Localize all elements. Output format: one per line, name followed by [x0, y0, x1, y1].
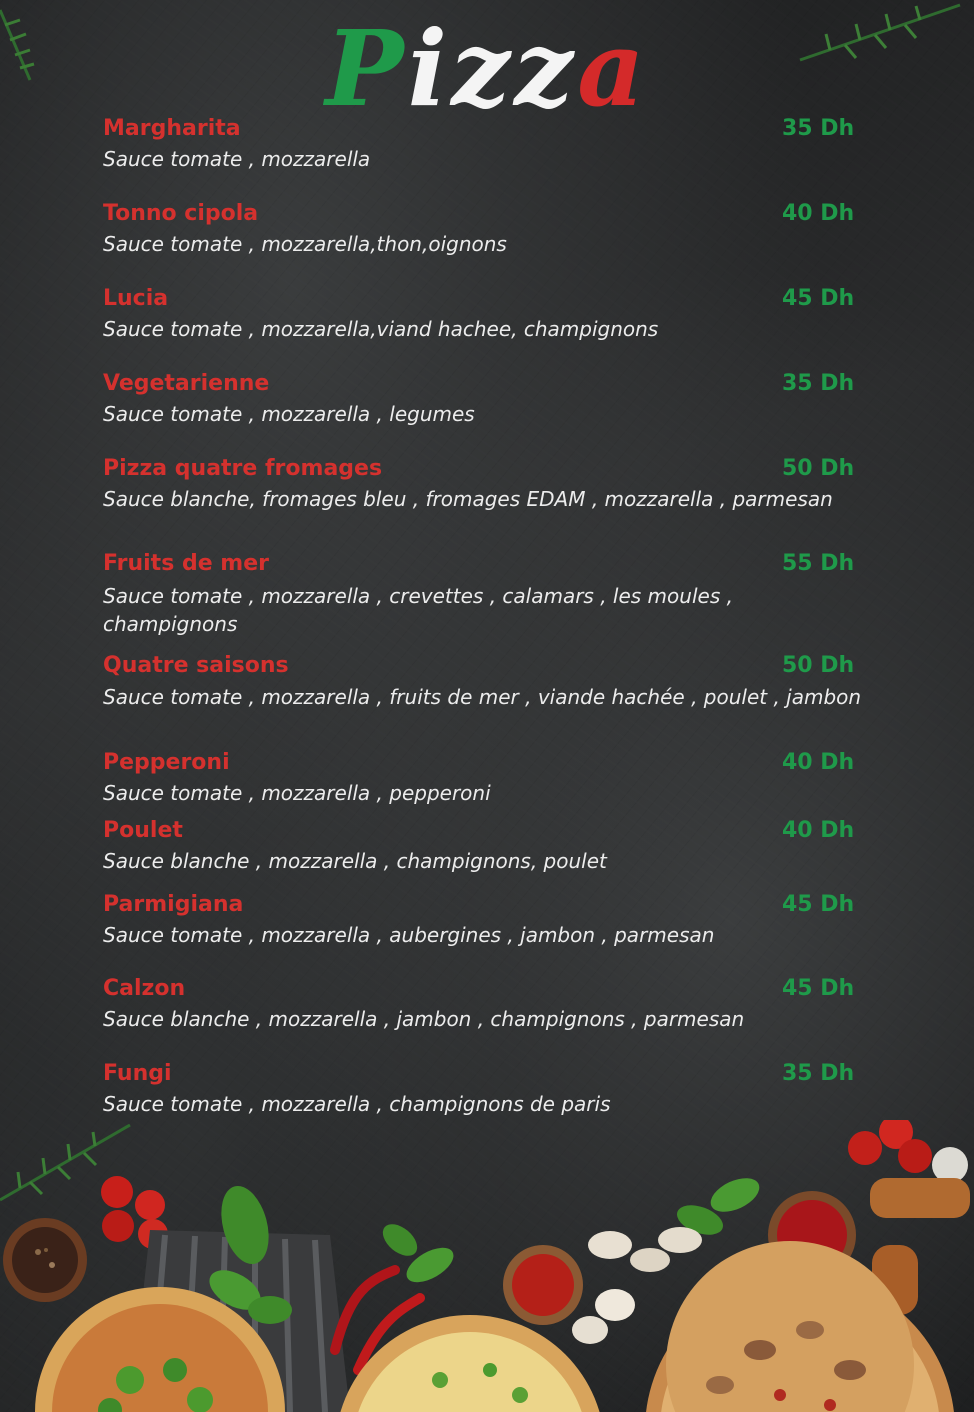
item-price: 45 Dh	[782, 976, 855, 1001]
item-name: Parmigiana	[103, 892, 244, 917]
item-description: Sauce tomate , mozzarella	[103, 147, 371, 171]
item-price: 55 Dh	[782, 551, 855, 576]
item-name: Pepperoni	[103, 750, 230, 775]
item-price: 35 Dh	[782, 116, 855, 141]
pizza-ingredients-illustration	[0, 1120, 974, 1412]
item-description: Sauce tomate , mozzarella,viand hachee, champignons	[103, 317, 659, 341]
item-name: Poulet	[103, 818, 183, 843]
item-description: Sauce tomate , mozzarella , aubergines , jambon , parmesan	[103, 923, 715, 947]
item-name: Pizza quatre fromages	[103, 456, 383, 481]
item-description: Sauce blanche , mozzarella , jambon , champignons , parmesan	[103, 1007, 745, 1031]
item-name: Calzon	[103, 976, 186, 1001]
item-description: Sauce tomate , mozzarella , legumes	[103, 402, 475, 426]
item-description: Sauce tomate , mozzarella , champignons de paris	[103, 1092, 611, 1116]
item-name: Fungi	[103, 1061, 172, 1086]
menu-title: Pizza	[325, 7, 649, 130]
item-description: Sauce tomate , mozzarella , pepperoni	[103, 781, 491, 805]
item-price: 45 Dh	[782, 892, 855, 917]
item-name: Fruits de mer	[103, 551, 269, 576]
item-name: Quatre saisons	[103, 653, 289, 678]
item-description: Sauce tomate , mozzarella , fruits de mer , viande hachée , poulet , jambon	[103, 685, 862, 709]
item-price: 50 Dh	[782, 456, 855, 481]
item-name: Vegetarienne	[103, 371, 270, 396]
item-price: 40 Dh	[782, 750, 855, 775]
item-price: 35 Dh	[782, 371, 855, 396]
item-price: 45 Dh	[782, 286, 855, 311]
item-description: Sauce blanche, fromages bleu , fromages EDAM , mozzarella , parmesan	[103, 487, 833, 511]
item-price: 50 Dh	[782, 653, 855, 678]
item-price: 35 Dh	[782, 1061, 855, 1086]
item-description: Sauce tomate , mozzarella , crevettes , calamars , les moules , champignons	[103, 584, 733, 636]
item-description: Sauce blanche , mozzarella , champignons, poulet	[103, 849, 607, 873]
item-name: Tonno cipola	[103, 201, 259, 226]
item-description: Sauce tomate , mozzarella,thon,oignons	[103, 232, 507, 256]
item-price: 40 Dh	[782, 818, 855, 843]
item-price: 40 Dh	[782, 201, 855, 226]
item-name: Margharita	[103, 116, 241, 141]
item-name: Lucia	[103, 286, 169, 311]
